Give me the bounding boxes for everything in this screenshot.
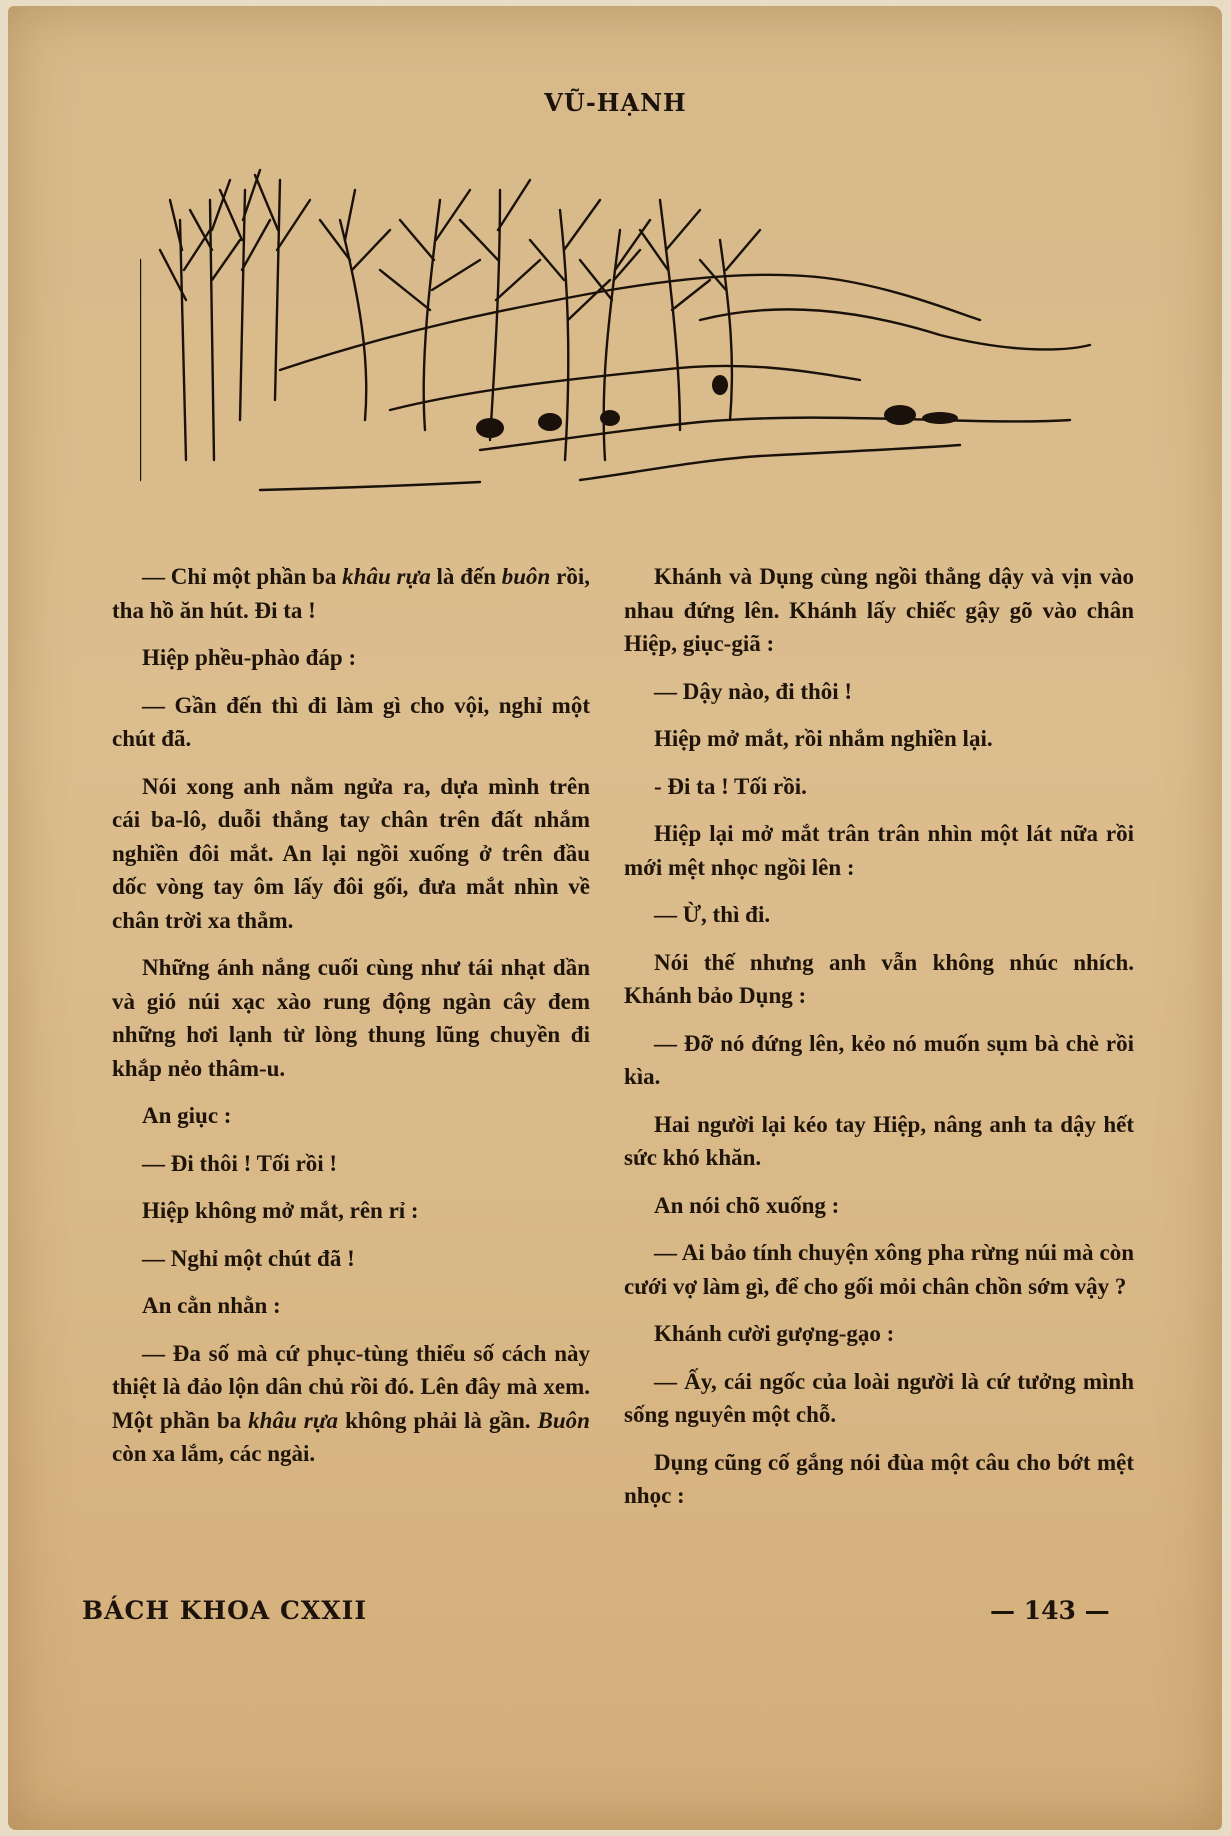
left-text-column (112, 560, 590, 1485)
paragraph: An giục : (142, 1103, 232, 1128)
paragraph: Hiệp lại mở mắt trân trân nhìn một lát nữa rồi mới mệt nhọc ngồi lên : (624, 821, 1134, 880)
page-number: — 143 — (990, 1596, 1110, 1625)
paragraph: Những ánh nắng cuối cùng như tái nhạt dần và gió núi xạc xào rung động ngàn cây đem những hơi lạnh từ lòng thung lũng chuyền đi khắp nẻo thâm-u. (112, 955, 590, 1081)
paragraph: Nói xong anh nằm ngửa ra, dựa mình trên cái ba-lô, duỗi thẳng tay chân trên đất nhắm nghiền đôi mắt. An lại ngồi xuống ở trên đầu dốc vòng tay ôm lấy đôi gối, đưa mắt nhìn về chân trời xa thẳm. (112, 773, 590, 933)
paragraph: — Dậy nào, đi thôi ! (654, 678, 853, 704)
right-text-column (624, 560, 1134, 1527)
paragraph: — Ấy, cái ngốc của loài người là cứ tưởng mình sống nguyên một chỗ. (624, 1368, 1134, 1427)
paragraph: — Đi thôi ! Tối rồi ! (142, 1150, 338, 1176)
paragraph: — Ai bảo tính chuyện xông pha rừng núi mà còn cưới vợ làm gì, để cho gối mỏi chân chồn sớm vậy ? (624, 1240, 1134, 1299)
paragraph: Hiệp phều-phào đáp : (142, 645, 357, 670)
author-header: VŨ-HẠNH (544, 88, 687, 117)
paragraph: — Đa số mà cứ phục-tùng thiểu số cách này thiệt là đảo lộn dân chủ rồi đó. Lên đây mà xem. Một phần ba khâu rựa không phải là gần. Buôn còn xa lắm, các ngài. (112, 1340, 590, 1466)
paragraph: — Ừ, thì đi. (654, 902, 771, 927)
paragraph: Nói thế nhưng anh vẫn không nhúc nhích. Khánh bảo Dụng : (624, 949, 1134, 1008)
paragraph: An nói chõ xuống : (654, 1192, 840, 1218)
paragraph: — Gần đến thì đi làm gì cho vội, nghỉ một chút đã. (112, 692, 590, 751)
paragraph: Hiệp không mở mắt, rên rỉ : (142, 1198, 419, 1223)
paragraph: — Nghỉ một chút đã ! (142, 1245, 355, 1271)
paragraph: Hiệp mở mắt, rồi nhắm nghiền lại. (654, 726, 993, 751)
paragraph: Khánh cười gượng-gạo : (654, 1321, 895, 1346)
paragraph: Dụng cũng cố gắng nói đùa một câu cho bớt mệt nhọc : (624, 1449, 1134, 1508)
paragraph: — Chỉ một phần ba khâu rựa là đến buôn rồi, tha hồ ăn hút. Đi ta ! (112, 564, 590, 623)
paragraph: - Đi ta ! Tối rồi. (654, 773, 807, 799)
paragraph: — Đỡ nó đứng lên, kẻo nó muốn sụm bà chè rồi kìa. (624, 1030, 1134, 1089)
landscape-trees-illustration (140, 160, 1100, 500)
paragraph: An cằn nhằn : (142, 1293, 281, 1318)
paragraph: Khánh và Dụng cùng ngồi thẳng dậy và vịn vào nhau đứng lên. Khánh lấy chiếc gậy gõ vào chân Hiệp, giục-giã : (624, 564, 1134, 656)
paragraph: Hai người lại kéo tay Hiệp, nâng anh ta dậy hết sức khó khăn. (624, 1111, 1134, 1170)
magazine-footer: BÁCH KHOA CXXII (82, 1596, 368, 1625)
